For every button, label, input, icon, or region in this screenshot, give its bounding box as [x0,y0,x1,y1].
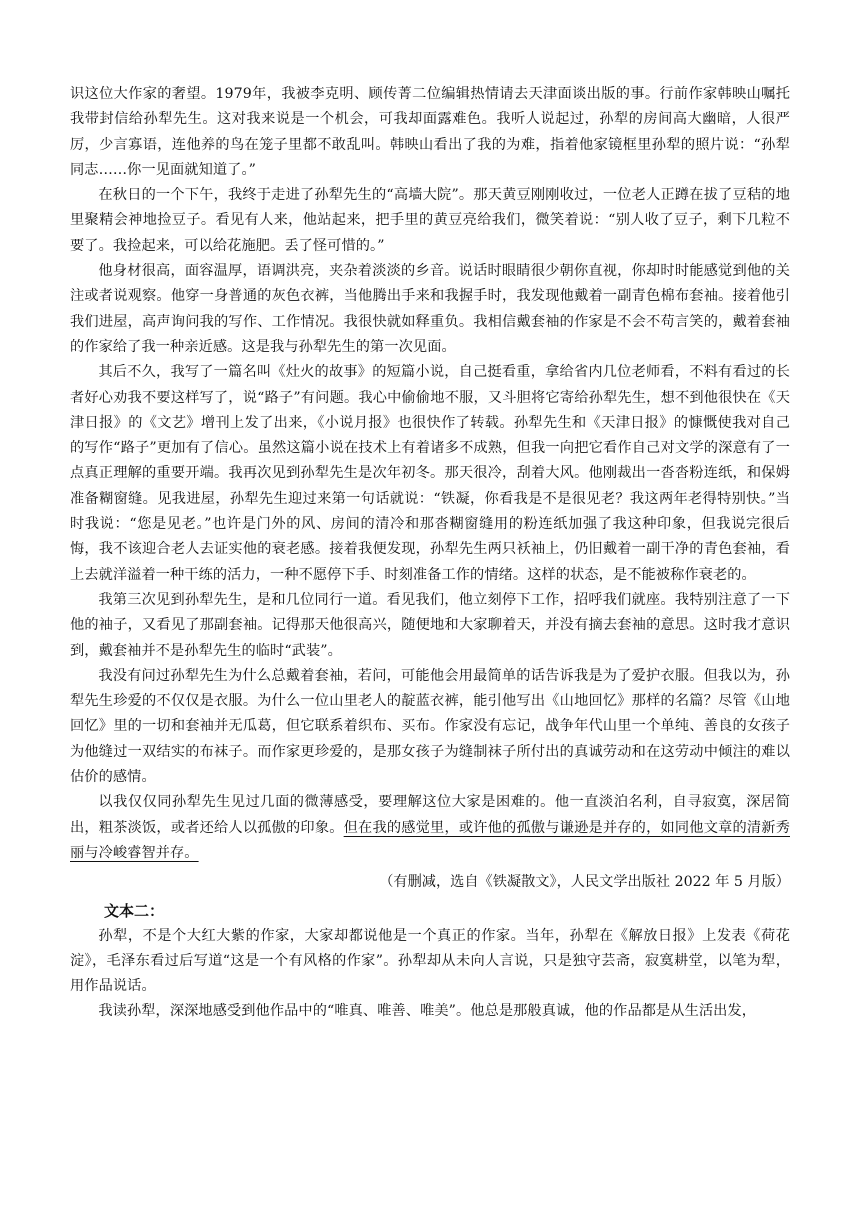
paragraph: 识这位大作家的奢望。1979年，我被李克明、顾传菁二位编辑热情请去天津面谈出版的事。行前作家韩映山嘱托我带封信给孙犁先生。这对我来说是一个机会，可我却面露难色。我听人说起过，孙犁的房间高大幽暗，人很严厉，少言寡语，连他养的鸟在笼子里都不敢乱叫。韩映山看出了我的为难，指着他家镜框里孙犁的照片说：“孙犁同志……你一见面就知道了。” [70,86,790,178]
paragraph: 我读孙犁，深深地感受到他作品中的“唯真、唯善、唯美”。他总是那般真诚，他的作品都是从生活出发， [98,1003,757,1020]
source-citation: （有删减，选自《铁凝散文》，人民文学出版社 2022 年 5 月版） [379,874,790,891]
paragraph-last [70,790,790,866]
paragraph: 其后不久，我写了一篇名叫《灶火的故事》的短篇小说，自己挺看重，拿给省内几位老师看，不料有看过的长者好心劝我不要这样写了，说“路子”有问题。我心中偷偷地不服，又斗胆将它寄给孙犁先生，想不到他很快在《天津日报》的《文艺》增刊上发了出来，《小说月报》也很快作了转载。孙犁先生和《天津日报》的慷慨使我对自己的写作“路子”更加有了信心。虽然这篇小说在技术上有着诸多不成熟，但我一向把它看作自己对文学的深意有了一点真正理解的重要开端。我再次见到孙犁先生是次年初冬。那天很冷，刮着大风。他刚裁出一沓沓粉连纸，和保姆准备糊窗缝。见我进屋，孙犁先生迎过来第一句话就说：“铁凝，你看我是不是很见老？我这两年老得特别快。”当时我说：“您是见老。”也许是门外的风、房间的清冷和那沓糊窗缝用的粉连纸加强了我这种印象，但我说完很后悔，我不该迎合老人去证实他的衰老感。接着我便发现，孙犁先生两只袄袖上，仍旧戴着一副干净的青色套袖，看上去就洋溢着一种干练的活力，一种不愿停下手、时刻准备工作的情绪。这样的状态，是不能被称作衰老的。 [70,364,790,583]
paragraph: 他身材很高，面容温厚，语调洪亮，夹杂着淡淡的乡音。说话时眼睛很少朝你直视，你却时时能感觉到他的关注或者说观察。他穿一身普通的灰色衣裤，当他腾出手来和我握手时，我发现他戴着一副青色棉布套袖。接着他引我们进屋，高声询问我的写作、工作情况。我很快就如释重负。我相信戴套袖的作家是不会不苟言笑的，戴着套袖的作家给了我一种亲近感。这是我与孙犁先生的第一次见面。 [70,263,790,355]
paragraph-text: 以我仅仅同孙犁先生见过几面的微薄感受，要理解这位大家是困难的。他一直淡泊名利，自寻寂寞，深居简出，粗茶淡饭，或者还给人以孤傲的印象。 [70,794,790,836]
paragraph: 在秋日的一个下午，我终于走进了孙犁先生的“高墙大院”。那天黄豆刚刚收过，一位老人正蹲在拔了豆秸的地里聚精会神地捡豆子。看见有人来，他站起来，把手里的黄豆亮给我们，微笑着说：“别人收了豆子，剩下几粒不要了。我捡起来，可以给花施肥。丢了怪可惜的。” [70,187,790,254]
document-page [70,82,790,1025]
underlined-sentence: 但在我的感觉里，或许他的孤傲与谦逊是并存的，如同他文章的清新秀丽与冷峻睿智并存。 [70,819,790,861]
paragraph: 孙犁，不是个大红大紫的作家，大家却都说他是一个真正的作家。当年，孙犁在《解放日报》上发表《荷花淀》，毛泽东看过后写道“这是一个有风格的作家”。孙犁却从未向人言说，只是独守芸斋，寂寞耕堂，以笔为犁，用作品说话。 [70,927,790,995]
section-title-text2: 文本二： [104,901,165,920]
paragraph: 我没有问过孙犁先生为什么总戴着套袖，若问，可能他会用最简单的话告诉我是为了爱护衣服。但我以为，孙犁先生珍爱的不仅仅是衣服。为什么一位山里老人的靛蓝衣裤，能引他写出《山地回忆》那样的名篇？尽管《山地回忆》里的一切和套袖并无瓜葛，但它联系着织布、买布。作家没有忘记，战争年代山里一个单纯、善良的女孩子为他缝过一双结实的布袜子。而作家更珍爱的，是那女孩子为缝制袜子所付出的真诚劳动和在这劳动中倾注的难以估价的感情。 [70,667,790,786]
paragraph: 我第三次见到孙犁先生，是和几位同行一道。看见我们，他立刻停下工作，招呼我们就座。我特别注意了一下他的袖子，又看见了那副套袖。记得那天他很高兴，随便地和大家聊着天，并没有摘去套袖的意思。这时我才意识到，戴套袖并不是孙犁先生的临时“武装”。 [70,591,790,659]
